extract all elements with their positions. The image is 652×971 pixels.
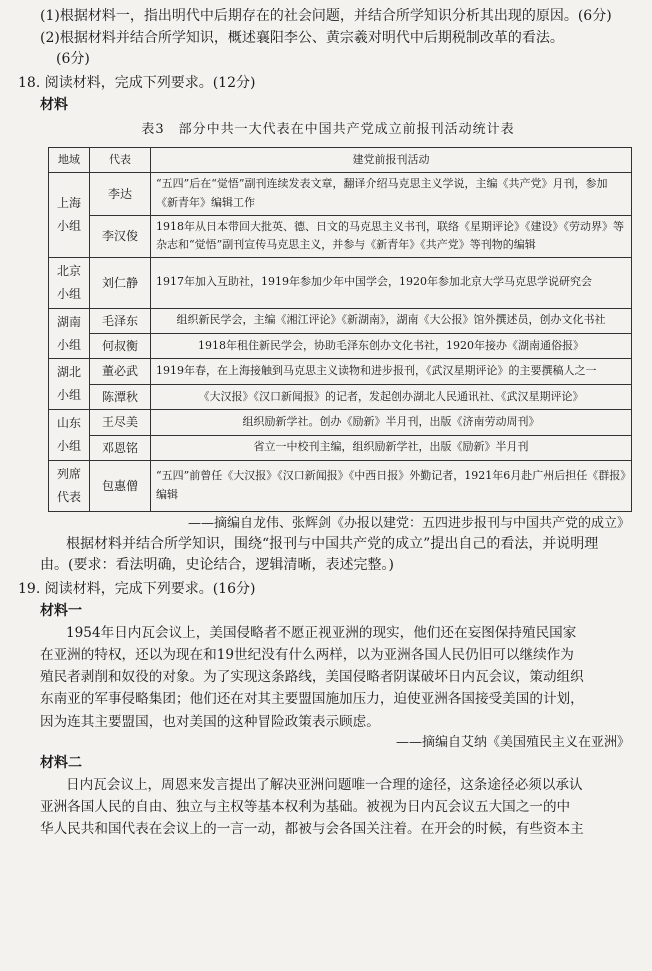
header-rep: 代表 <box>90 147 151 173</box>
rep-cell: 刘仁静 <box>90 258 151 309</box>
rep-cell: 陈潭秋 <box>90 384 151 409</box>
rep-cell: 李汉俊 <box>90 215 151 257</box>
material1-line: 1954年日内瓦会议上，美国侵略者不愿正视亚洲的现实，他们还在妄图保持殖民国家 <box>66 625 577 642</box>
material1-source: ——摘编自艾纳《美国殖民主义在亚洲》 <box>395 734 630 750</box>
q17-sub2-score: (6分) <box>56 51 90 68</box>
rep-cell: 何叔衡 <box>90 334 151 359</box>
material2-line: 日内瓦会议上，周恩来发言提出了解决亚洲问题唯一合理的途径，这条途径必须以承认 <box>66 777 583 794</box>
material1-line: 在亚洲的特权，还以为现在和19世纪没有什么两样，以为亚洲各国人民仍旧可以继续作为 <box>40 647 574 664</box>
activity-cell: 1919年春，在上海接触到马克思主义读物和进步报刊，《武汉星期评论》的主要撰稿人之一 <box>151 359 632 384</box>
header-activity: 建党前报刊活动 <box>151 147 632 173</box>
table-row <box>49 308 632 333</box>
material1-line: 因为连其主要盟国，也对美国的这种冒险政策表示顾虑。 <box>40 713 380 730</box>
activity-cell: 组织新民学会，主编《湘江评论》《新湖南》，湖南《大公报》馆外撰述员，创办文化书社 <box>151 308 632 333</box>
q19-material1-label: 材料一 <box>40 602 82 619</box>
activity-cell: 1917年加入互助社，1919年参加少年中国学会，1920年参加北京大学马克思学说研究会 <box>151 258 632 309</box>
rep-cell: 邓恩铭 <box>90 435 151 460</box>
activity-cell: “五四”前曾任《大汉报》《汉口新闻报》《中西日报》外勤记者，1921年6月赴广州后担任《群报》编辑 <box>151 460 632 511</box>
rep-cell: 王尽美 <box>90 410 151 435</box>
table-row <box>49 258 632 309</box>
table-source: ——摘编自龙伟、张辉剑《办报以建党：五四进步报刊与中国共产党的成立》 <box>187 515 630 531</box>
region-cell: 北京小组 <box>49 258 90 309</box>
table-row <box>49 435 632 460</box>
rep-cell: 董必武 <box>90 359 151 384</box>
region-cell: 山东小组 <box>49 410 90 461</box>
activity-cell: “五四”后在“觉悟”副刊连续发表文章，翻译介绍马克思主义学说，主编《共产党》月刊，参加《新青年》编辑工作 <box>151 173 632 215</box>
q17-sub1: (1)根据材料一，指出明代中后期存在的社会问题，并结合所学知识分析其出现的原因。(6分) <box>40 8 612 24</box>
rep-cell: 李达 <box>90 173 151 215</box>
table-row <box>49 410 632 435</box>
region-cell: 列席代表 <box>49 460 90 511</box>
activity-cell: 1918年租住新民学会，协助毛泽东创办文化书社，1920年接办《湖南通俗报》 <box>151 334 632 359</box>
q18-material-label: 材料 <box>40 96 68 113</box>
activity-cell: 组织励新学社。创办《励新》半月刊，出版《济南劳动周刊》 <box>151 410 632 435</box>
header-region: 地域 <box>49 147 90 173</box>
activity-table <box>48 147 632 512</box>
material2-line: 亚洲各国人民的自由、独立与主权等基本权利为基础。被视为日内瓦会议五大国之一的中 <box>40 799 571 816</box>
q17-sub2: (2)根据材料并结合所学知识，概述襄阳李公、黄宗羲对明代中后期税制改革的看法。 <box>40 29 564 46</box>
table-caption: 表3 部分中共一大代表在中国共产党成立前报刊活动统计表 <box>141 122 515 138</box>
region-cell: 湖南小组 <box>49 308 90 359</box>
q19-material1-text <box>18 622 638 732</box>
table-header-row <box>49 147 632 173</box>
q19-material2-text <box>18 774 638 840</box>
material1-line: 东南亚的军事侵略集团；他们还在对其主要盟国施加压力，迫使亚洲各国接受美国的计划， <box>40 691 584 708</box>
material2-line: 华人民共和国代表在会议上的一言一动，都被与会各国关注着。在开会的时候，有些资本主 <box>40 821 584 838</box>
rep-cell: 毛泽东 <box>90 308 151 333</box>
q18-prompt-line2: 由。(要求：看法明确，史论结合，逻辑清晰，表述完整。) <box>40 557 394 574</box>
q18-prompt-line1: 根据材料并结合所学知识，围绕“报刊与中国共产党的成立”提出自己的看法，并说明理 <box>66 535 599 552</box>
activity-cell: 《大汉报》《汉口新闻报》的记者，发起创办湖北人民通讯社、《武汉星期评论》 <box>151 384 632 409</box>
region-cell: 上海小组 <box>49 173 90 258</box>
table-row <box>49 359 632 384</box>
table-row <box>49 384 632 409</box>
table-row <box>49 173 632 215</box>
activity-cell: 省立一中校刊主编，组织励新学社，出版《励新》半月刊 <box>151 435 632 460</box>
q19-material2-label: 材料二 <box>40 754 82 771</box>
rep-cell: 包惠僧 <box>90 460 151 511</box>
material1-line: 殖民者剥削和奴役的对象。为了实现这条路线，美国侵略者阴谋破坏日内瓦会议，策动组织 <box>40 669 584 686</box>
table-row <box>49 334 632 359</box>
table-row <box>49 460 632 511</box>
region-cell: 湖北小组 <box>49 359 90 410</box>
table-row <box>49 215 632 257</box>
q19-title: 19. 阅读材料，完成下列要求。(16分) <box>18 581 256 598</box>
q18-title: 18. 阅读材料，完成下列要求。(12分) <box>18 75 256 92</box>
activity-cell: 1918年从日本带回大批英、德、日文的马克思主义书刊，联络《星期评论》《建设》《劳动界》等杂志和“觉悟”副刊宣传马克思主义，并参与《新青年》《共产党》等刊物的编辑 <box>151 215 632 257</box>
